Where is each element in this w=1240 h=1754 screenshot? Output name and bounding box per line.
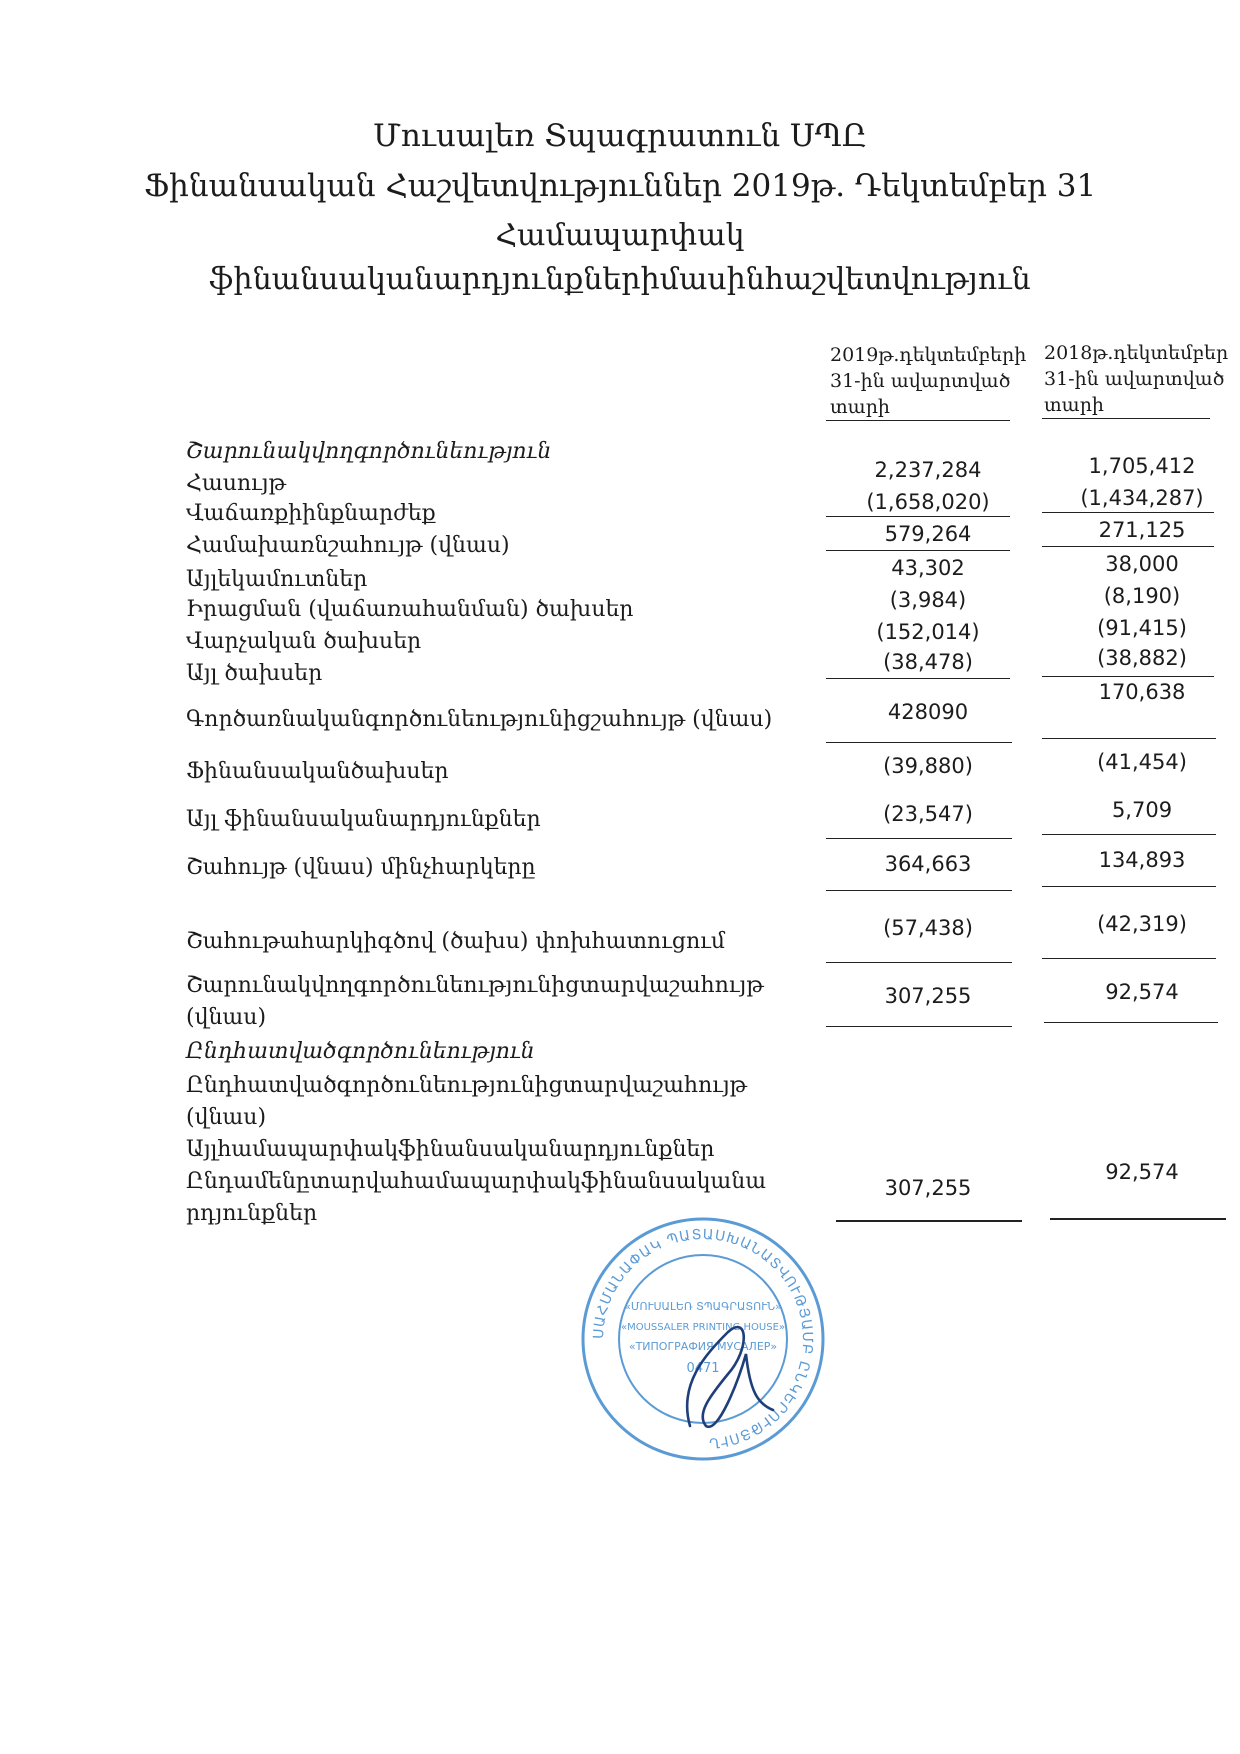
section-heading-continuing: Շարունակվողգործունեություն [186,439,552,464]
value-2018-gross-profit: 271,125 [1098,518,1186,542]
subtotal-rule [1042,676,1214,677]
column-heading-line: 31-ին ավարտված [830,370,1011,392]
value-2019-income-tax: (57,438) [883,916,973,940]
column-heading-underline [826,420,1010,421]
row-label-other-comprehensive: Այլհամապարփակֆինանսականարդյունքներ [186,1137,715,1162]
subtotal-rule [826,516,1010,517]
value-2019-profit-continuing: 307,255 [884,984,972,1008]
stamp-ring-text: ՍԱՀՄԱՆԱՓԱԿ ՊԱՏԱՍԽԱՆԱՏՎՈՒԹՅԱՄԲ ԸՆԿԵՐՈՒԹՅՈՒՆ [590,1226,816,1451]
subtotal-rule [1042,738,1216,739]
value-2018-income-tax: (42,319) [1097,912,1187,936]
row-label-other-income: Այլեկամուտներ [186,567,368,592]
column-heading-line: 2018թ.դեկտեմբեր [1044,342,1229,364]
value-2019-finance-costs: (39,880) [883,754,973,778]
value-2018-other-finance-results: 5,709 [1111,798,1173,822]
row-label-revenue: Հասույթ [186,471,286,496]
subtotal-rule [1042,834,1216,835]
row-label-total-comprehensive: Ընդամենըտարվահամապարփակֆինանսականա րդյունքներ [186,1169,767,1226]
subtotal-rule [826,962,1012,963]
subtotal-rule [826,838,1012,839]
subtotal-rule [826,742,1012,743]
column-heading-line: 31-ին ավարտված [1044,368,1225,390]
row-label-profit-discontinued: Ընդհատվածգործունեությունիցտարվաշահույթ (վնաս) [186,1073,748,1130]
value-2018-operating-profit: 170,638 [1098,680,1186,704]
value-2019-other-finance-results: (23,547) [883,802,973,826]
value-2018-cost-of-sales: (1,434,287) [1080,486,1204,510]
row-label-admin-expenses: Վարչական ծախսեր [186,629,422,654]
total-rule [1050,1218,1226,1220]
stamp-number: 0471 [686,1361,720,1376]
row-label-profit-before-tax: Շահույթ (վնաս) մինչհարկերը [186,855,536,880]
column-heading-underline [1042,418,1210,419]
row-label-gross-profit: Համախառնշահույթ (վնաս) [186,533,510,558]
subtotal-rule [1042,546,1214,547]
column-heading-line: 2019թ.դեկտեմբերի [830,344,1027,366]
total-rule [836,1220,1022,1222]
value-2019-cost-of-sales: (1,658,020) [866,490,990,514]
report-title: Ֆինանսական Հաշվետվություններ 2019թ. Դեկտեմբեր 31 [143,168,1097,204]
value-2018-admin-expenses: (91,415) [1097,616,1187,640]
subtotal-rule [1042,886,1216,887]
value-2018-finance-costs: (41,454) [1097,750,1187,774]
value-2019-other-income: 43,302 [891,556,965,580]
row-label-income-tax: Շահութահարկիգծով (ծախս) փոխհատուցում [186,929,726,954]
row-label-other-expenses: Այլ ծախսեր [186,661,323,686]
stamp-name-hy: «ՄՈՒՍԱԼԵՌ ՏՊԱԳՐԱՏՈՒՆ» [624,1300,782,1313]
value-2019-total-comprehensive: 307,255 [884,1176,972,1200]
value-2018-revenue: 1,705,412 [1088,454,1196,478]
stamp-name-ru: «ТИПОГРАФИЯ МУСАЛЕР» [628,1340,778,1353]
subtotal-rule [1042,958,1216,959]
subtotal-rule [826,890,1012,891]
subtotal-rule [826,678,1010,679]
report-subtitle: Համապարփակ [495,218,745,253]
column-heading-line: տարի [1044,394,1104,416]
subtotal-rule [826,1026,1012,1027]
value-2018-other-expenses: (38,882) [1097,646,1187,670]
row-label-profit-continuing: Շարունակվողգործունեությունիցտարվաշահույթ (վնաս) [186,973,764,1030]
column-heading-line: տարի [830,396,890,418]
subtotal-rule [826,550,1010,551]
report-name: ֆինանսականարդյունքներիմասինհաշվետվություն [209,262,1031,297]
value-2019-revenue: 2,237,284 [874,458,982,482]
value-2019-selling-expenses: (3,984) [889,588,967,612]
section-heading-discontinued: Ընդհատվածգործունեություն [186,1039,535,1064]
row-label-cost-of-sales: Վաճառքիինքնարժեք [186,501,436,526]
company-name: Մուսալեռ Տպագրատուն ՍՊԸ [372,118,868,154]
subtotal-rule [1042,512,1214,513]
value-2019-admin-expenses: (152,014) [876,620,980,644]
value-2018-profit-continuing: 92,574 [1105,980,1179,1004]
row-label-selling-expenses: Իրացման (վաճառահանման) ծախսեր [186,597,634,622]
value-2018-profit-before-tax: 134,893 [1098,848,1186,872]
company-seal-stamp [578,1214,828,1464]
row-label-other-finance-results: Այլ ֆինանսականարդյունքներ [186,807,541,832]
subtotal-rule [1044,1022,1218,1023]
value-2018-selling-expenses: (8,190) [1103,584,1181,608]
value-2019-operating-profit: 428090 [887,700,969,724]
value-2018-other-income: 38,000 [1105,552,1179,576]
value-2018-total-comprehensive: 92,574 [1105,1160,1179,1184]
row-label-operating-profit: Գործառնականգործունեությունիցշահույթ (վնաս) [186,707,773,732]
value-2019-other-expenses: (38,478) [883,650,973,674]
value-2019-profit-before-tax: 364,663 [884,852,972,876]
column-heading-2019 [830,342,1027,420]
value-2019-gross-profit: 579,264 [884,522,972,546]
stamp-name-en: «MOUSSALER PRINTING HOUSE» [620,1322,786,1333]
column-heading-2018 [1044,340,1234,418]
row-label-finance-costs: Ֆինանսականծախսեր [186,759,449,784]
